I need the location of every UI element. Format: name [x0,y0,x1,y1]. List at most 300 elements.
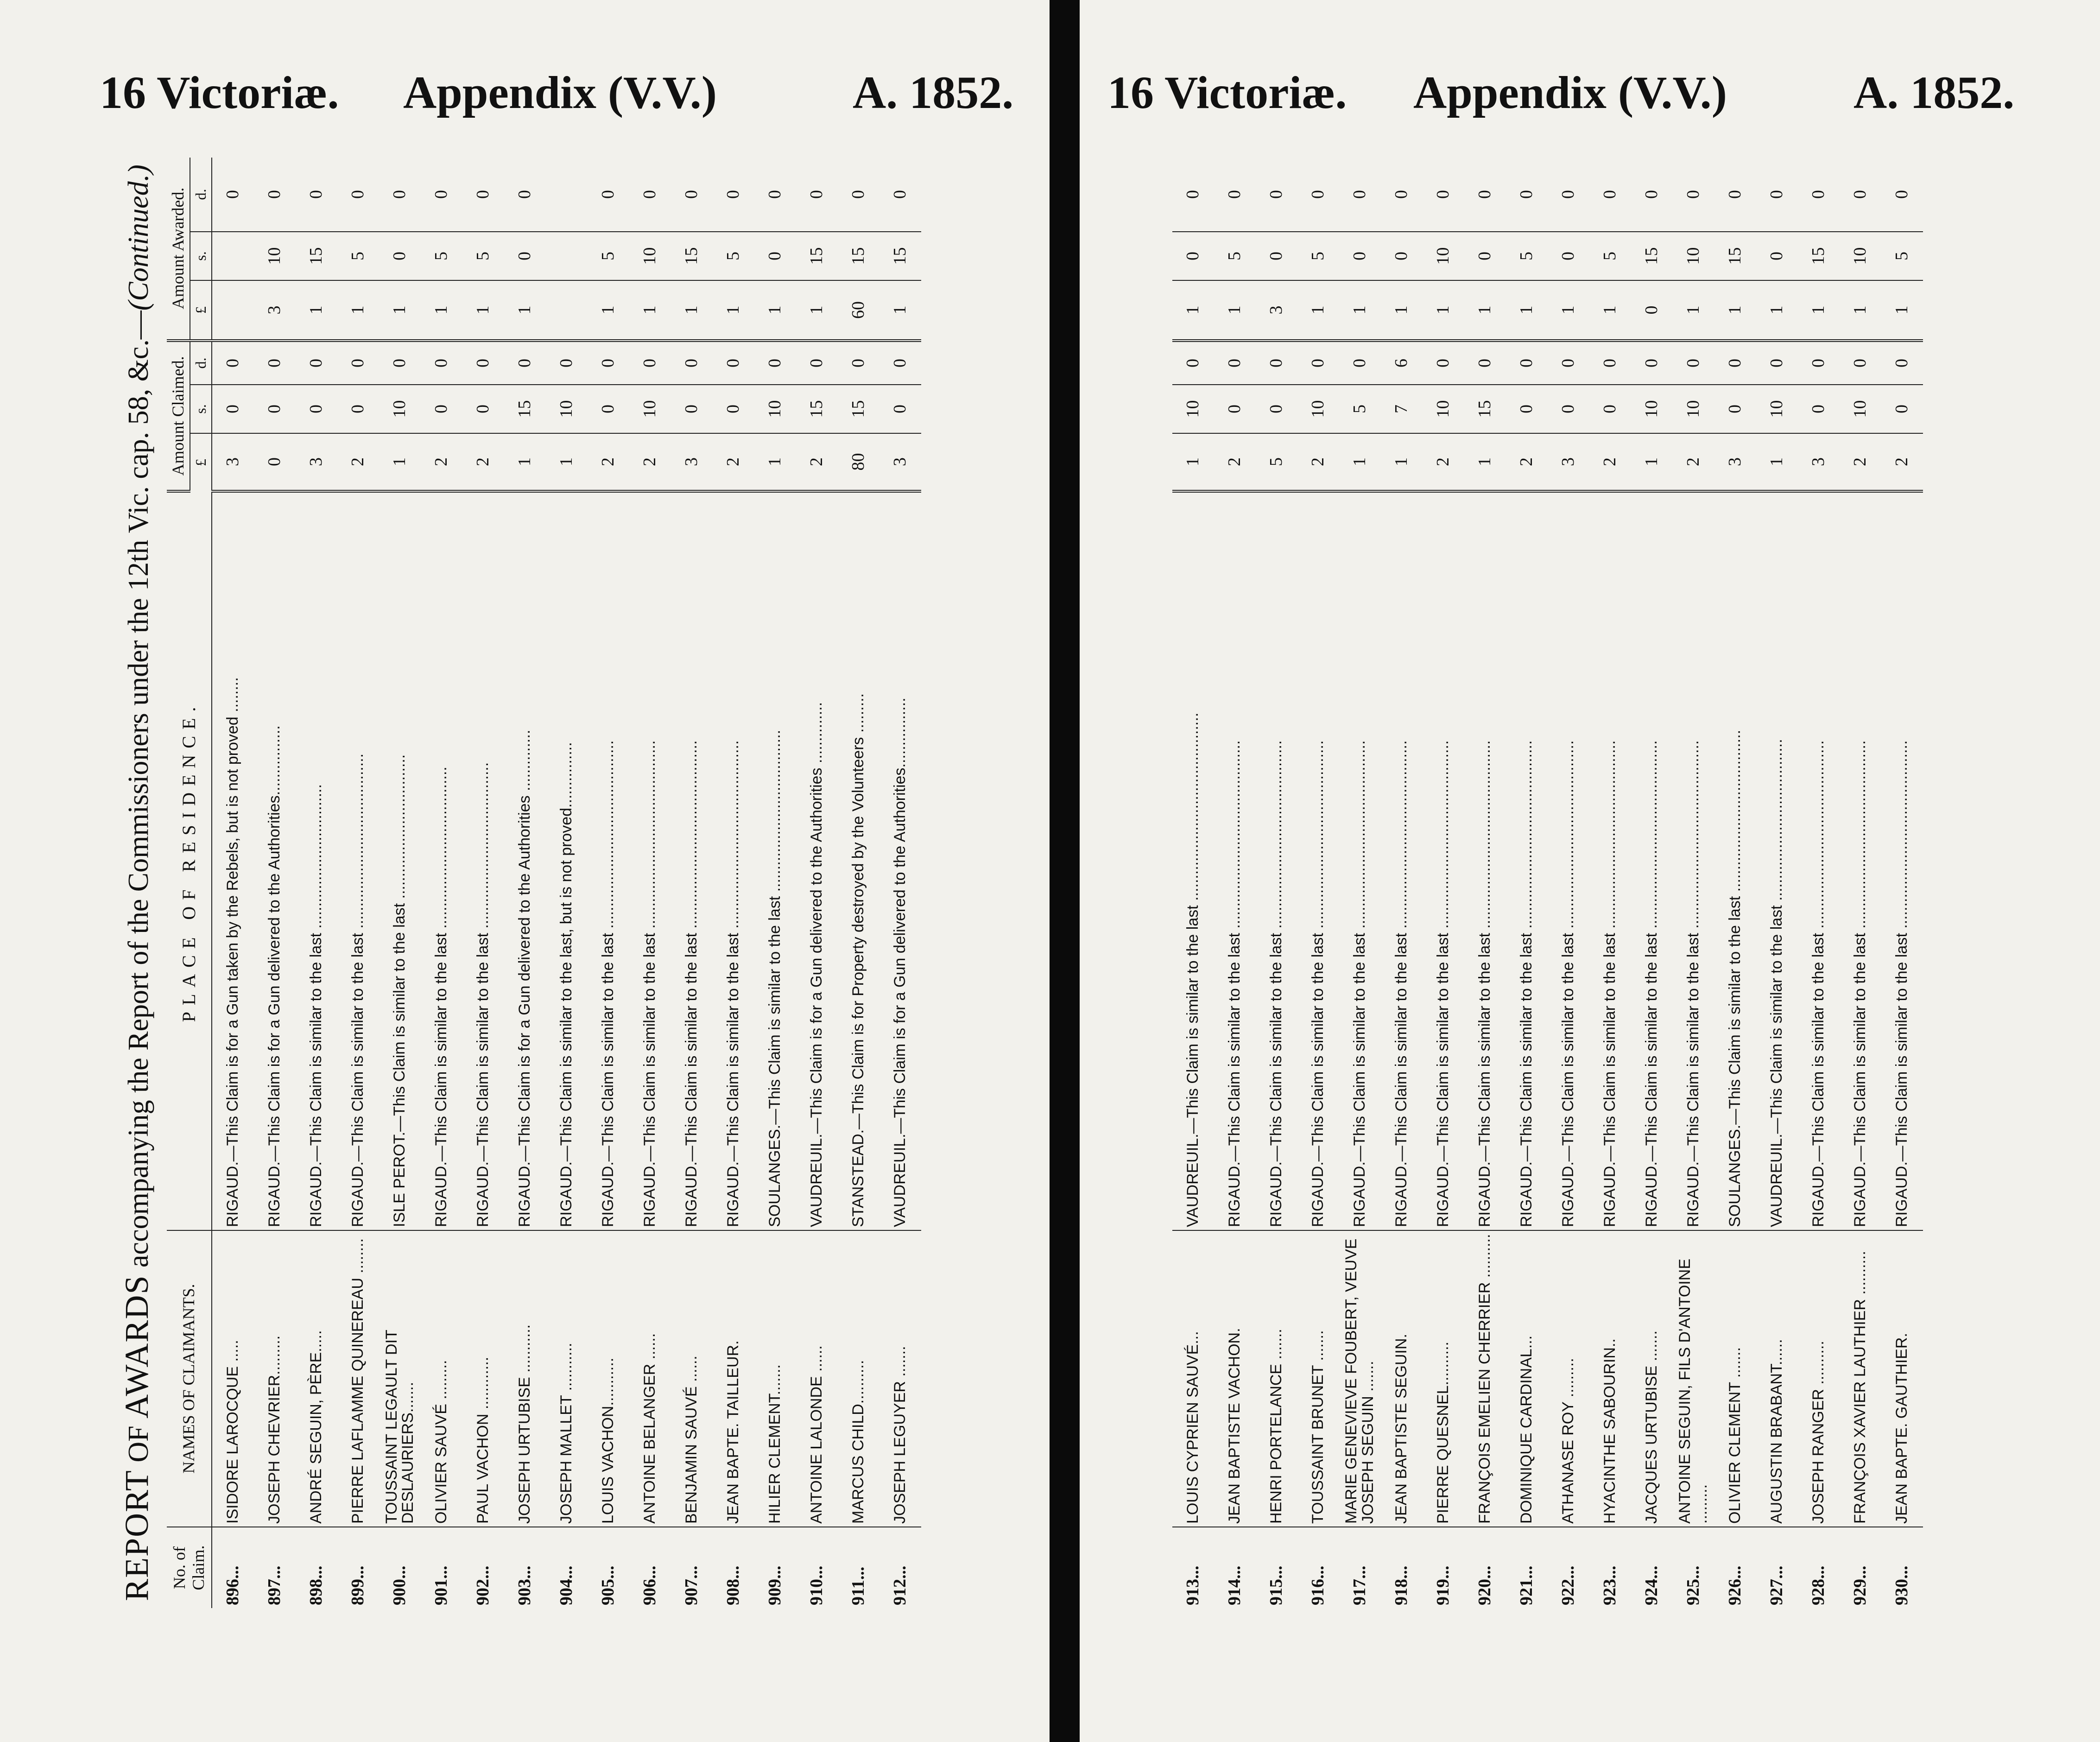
table-row [588,158,629,1608]
awarded-pounds: 1 [1548,280,1589,341]
claim-number: 905... [598,1565,618,1605]
claimed-pounds: 1 [1381,433,1423,491]
claim-number: 916... [1308,1565,1328,1605]
title-awards: AWARDS [118,1274,155,1419]
claim-number: 899... [348,1565,368,1605]
claim-number: 912... [890,1565,910,1605]
claimed-pence: 0 [629,341,671,385]
claimant-name: AUGUSTIN BRABANT...... [1756,1230,1798,1527]
claimed-pence: 0 [337,341,379,385]
awarded-pence: 0 [754,158,796,232]
claimed-shillings-header: s. [190,385,212,433]
awarded-pounds: 1 [1798,280,1840,341]
claimed-shillings: 10 [1297,385,1339,433]
table-row [296,158,337,1608]
table-row [1631,158,1673,1608]
table-row [1214,158,1256,1608]
table-row [838,158,879,1608]
awarded-pence: 0 [1798,158,1840,232]
awarded-pounds: 3 [254,280,296,341]
claimed-pounds: 2 [629,433,671,491]
claimed-pence-header: d. [190,341,212,385]
table-row [254,158,296,1608]
claimed-pence: 0 [1214,341,1256,385]
awarded-pounds: 0 [1631,280,1673,341]
claimed-pence: 0 [462,341,504,385]
awarded-pence: 0 [1631,158,1673,232]
claimed-pence: 0 [1256,341,1297,385]
claimant-name: BENJAMIN SAUVÉ ...... [671,1230,713,1527]
claimed-pence: 0 [671,341,713,385]
claimed-pence: 0 [1631,341,1673,385]
claimant-name: ANTOINE BELANGER ...... [629,1230,671,1527]
awarded-pence: 0 [1214,158,1256,232]
claimed-pence: 0 [1589,341,1631,385]
claim-number: 908... [723,1565,743,1605]
claimed-pounds: 5 [1256,433,1297,491]
claimed-shillings: 0 [1798,385,1840,433]
awarded-pounds: 1 [1297,280,1339,341]
residence-note: RIGAUD.—This Claim is similar to the last ........................................... [713,491,754,1230]
claim-number: 915... [1266,1565,1286,1605]
claimed-pence: 0 [1840,341,1881,385]
left-table-body [212,158,921,1608]
residence-note: RIGAUD.—This Claim is similar to the last ........................................... [1673,491,1714,1230]
claimant-name: JOSEPH LEGUYER ....... [879,1230,921,1527]
awarded-pence: 0 [421,158,462,232]
awarded-pence: 0 [1423,158,1464,232]
awarded-shillings: 0 [1464,232,1506,280]
claimed-shillings: 0 [212,385,254,433]
claimed-pence: 0 [1297,341,1339,385]
awarded-pence: 0 [212,158,254,232]
claim-number: 922... [1558,1565,1578,1605]
residence-note: RIGAUD.—This Claim is similar to the last ........................................... [1464,491,1506,1230]
table-row [337,158,379,1608]
claim-number: 926... [1725,1565,1745,1605]
awarded-pounds: 1 [713,280,754,341]
residence-note: RIGAUD.—This Claim is similar to the last ........................................... [1840,491,1881,1230]
claimant-name: PAUL VACHON ............ [462,1230,504,1527]
right-rotated-content [1117,158,1912,1608]
awarded-pence: 0 [588,158,629,232]
claimed-pence: 0 [379,341,421,385]
residence-note: RIGAUD.—This Claim is for a Gun delivered to the Authorities .............. [504,491,546,1230]
claimant-name: FRANÇOIS EMELIEN CHERRIER .......... [1464,1230,1506,1527]
claimed-shillings: 15 [504,385,546,433]
col-header-claimed: Amount Claimed. [167,341,190,491]
residence-note: RIGAUD.—This Claim is similar to the last ........................................... [1381,491,1423,1230]
table-row [1172,158,1214,1608]
awarded-pence [546,158,588,232]
awarded-pence: 0 [1756,158,1798,232]
claimed-shillings: 5 [1339,385,1381,433]
table-row [1840,158,1881,1608]
table-row [796,158,838,1608]
claimed-pounds: 3 [212,433,254,491]
table-row [212,158,254,1608]
awarded-pounds: 1 [504,280,546,341]
claimed-pence: 0 [838,341,879,385]
claimant-name: JOSEPH CHEVRIER......... [254,1230,296,1527]
awarded-pounds: 1 [1339,280,1381,341]
claimed-pounds: 2 [462,433,504,491]
awarded-pence: 0 [629,158,671,232]
claimed-pounds: 2 [1673,433,1714,491]
claimed-pence: 0 [1464,341,1506,385]
table-row [462,158,504,1608]
awarded-pence: 0 [254,158,296,232]
claimant-name: ANDRÉ SEGUIN, PÈRE..... [296,1230,337,1527]
table-row [1714,158,1756,1608]
claimed-pounds: 2 [1589,433,1631,491]
awarded-pounds: 1 [1589,280,1631,341]
claimed-shillings: 10 [629,385,671,433]
claimed-pounds: 1 [754,433,796,491]
claimed-pounds: 3 [879,433,921,491]
claimed-pounds: 2 [1840,433,1881,491]
claimed-shillings: 0 [296,385,337,433]
claimed-pence: 0 [421,341,462,385]
claimed-shillings: 15 [838,385,879,433]
residence-note: RIGAUD.—This Claim is similar to the last ........................................... [1798,491,1840,1230]
report-title [107,158,167,1608]
awarded-pounds [546,280,588,341]
col-header-no: No. of Claim. [167,1527,212,1608]
awarded-shillings: 0 [1172,232,1214,280]
claimed-pence: 0 [588,341,629,385]
claimed-pounds: 1 [1631,433,1673,491]
claim-number: 896... [223,1565,243,1605]
awarded-shillings: 0 [754,232,796,280]
awarded-shillings: 0 [504,232,546,280]
claimed-shillings: 10 [546,385,588,433]
claim-number: 911... [848,1566,868,1605]
claimant-name: ANTOINE SEGUIN, FILS D'ANTOINE ......... [1673,1230,1714,1527]
claimant-name: HYACINTHE SABOURIN.. [1589,1230,1631,1527]
awarded-pounds: 1 [1506,280,1548,341]
claimed-pence: 6 [1381,341,1423,385]
awarded-pounds-header: £ [190,280,212,341]
claimed-shillings: 0 [421,385,462,433]
table-row [1339,158,1381,1608]
claimant-name: TOUSSAINT BRUNET ....... [1297,1230,1339,1527]
claimed-pounds: 1 [1464,433,1506,491]
table-row [1297,158,1339,1608]
claim-number: 914... [1225,1565,1245,1605]
residence-note: RIGAUD.—This Claim is similar to the last ........................................... [629,491,671,1230]
residence-note: VAUDREUIL.—This Claim is for a Gun delivered to the Authorities................ [879,491,921,1230]
awarded-pence: 0 [296,158,337,232]
claimed-pounds: 1 [504,433,546,491]
claimant-name: LOUIS VACHON........... [588,1230,629,1527]
claimed-pounds: 0 [254,433,296,491]
claim-number: 906... [640,1565,660,1605]
awarded-pounds: 1 [1673,280,1714,341]
claimed-pounds: 2 [1423,433,1464,491]
awarded-pounds: 1 [1756,280,1798,341]
claimant-name: ANTOINE LALONDE ...... [796,1230,838,1527]
claimed-shillings: 10 [379,385,421,433]
awarded-shillings: 5 [337,232,379,280]
claimant-name: JEAN BAPTE. GAUTHIER. [1881,1230,1923,1527]
claimed-shillings: 15 [1464,385,1506,433]
residence-note: RIGAUD.—This Claim is similar to the last ........................................... [1423,491,1464,1230]
claimant-name: OLIVIER CLEMENT ....... [1714,1230,1756,1527]
claim-number: 901... [431,1565,451,1605]
table-row [1756,158,1798,1608]
claim-number: 917... [1350,1565,1370,1605]
awarded-pounds: 1 [337,280,379,341]
awarded-pounds [212,280,254,341]
claimed-shillings: 0 [1214,385,1256,433]
claimed-pounds: 2 [796,433,838,491]
awarded-shillings: 0 [1256,232,1297,280]
claimed-shillings: 0 [337,385,379,433]
awarded-shillings: 0 [1548,232,1589,280]
residence-note: RIGAUD.—This Claim is similar to the last ........................................... [1589,491,1631,1230]
claimed-pounds: 1 [1339,433,1381,491]
awarded-pounds: 1 [421,280,462,341]
claimant-name: FRANÇOIS XAVIER LAUTHIER .......... [1840,1230,1881,1527]
residence-note: RIGAUD.—This Claim is similar to the last ...................................... [462,491,504,1230]
claim-number: 927... [1767,1565,1787,1605]
claimed-pounds: 1 [379,433,421,491]
awarded-pence: 0 [379,158,421,232]
table-row [1464,158,1506,1608]
claimed-pence: 0 [1881,341,1923,385]
claimed-shillings: 0 [1548,385,1589,433]
title-continued: (Continued.) [123,165,154,311]
claimant-name: DOMINIQUE CARDINAL... [1506,1230,1548,1527]
residence-note: RIGAUD.—This Claim is similar to the last ..................................... [421,491,462,1230]
claimed-shillings: 10 [1172,385,1214,433]
title-report: REPORT [118,1470,155,1601]
awarded-shillings: 5 [1297,232,1339,280]
awarded-pence: 0 [671,158,713,232]
claimed-pounds: 3 [1798,433,1840,491]
awarded-pence: 0 [462,158,504,232]
claimed-shillings: 0 [713,385,754,433]
claimed-pounds: 2 [1881,433,1923,491]
awarded-shillings: 15 [296,232,337,280]
claimant-name: MARCUS CHILD.......... [838,1230,879,1527]
claimed-pence: 0 [879,341,921,385]
awarded-pence: 0 [1673,158,1714,232]
awarded-shillings: 15 [838,232,879,280]
awarded-shillings: 5 [588,232,629,280]
claimed-shillings: 10 [1756,385,1798,433]
claimant-name: ISIDORE LAROCQUE ..... [212,1230,254,1527]
awarded-pounds: 1 [796,280,838,341]
awarded-pounds: 1 [629,280,671,341]
awarded-pence: 0 [1881,158,1923,232]
claim-number: 930... [1892,1565,1912,1605]
claimed-shillings: 0 [1881,385,1923,433]
awarded-shillings-header: s. [190,232,212,280]
awarded-pounds: 1 [879,280,921,341]
claim-number: 920... [1475,1565,1495,1605]
residence-note: RIGAUD.—This Claim is similar to the last ........................................... [1881,491,1923,1230]
awarded-shillings: 5 [1214,232,1256,280]
residence-note: VAUDREUIL.—This Claim is for a Gun delivered to the Authorities .............. [796,491,838,1230]
awarded-shillings: 5 [1589,232,1631,280]
awarded-shillings [546,232,588,280]
awarded-pounds: 1 [462,280,504,341]
awarded-pounds: 60 [838,280,879,341]
awarded-shillings: 5 [462,232,504,280]
claimant-name: JACQUES URTUBISE ....... [1631,1230,1673,1527]
awarded-pence: 0 [1381,158,1423,232]
col-header-place: PLACE OF RESIDENCE. [167,491,212,1230]
awarded-pounds: 1 [1881,280,1923,341]
table-row [1673,158,1714,1608]
claim-number: 909... [765,1565,785,1605]
claimant-name: HENRI PORTELANCE ....... [1256,1230,1297,1527]
awarded-pounds: 1 [1840,280,1881,341]
claimed-pounds: 1 [1756,433,1798,491]
claimed-shillings: 10 [1840,385,1881,433]
residence-note: RIGAUD.—This Claim is for a Gun delivered to the Authorities................ [254,491,296,1230]
claimant-name: JOSEPH RANGER .......... [1798,1230,1840,1527]
residence-note: RIGAUD.—This Claim is for a Gun taken by the Rebels, but is not proved ........ [212,491,254,1230]
residence-note: RIGAUD.—This Claim is similar to the last ........................................ [337,491,379,1230]
awarded-shillings: 15 [1714,232,1756,280]
table-row [379,158,421,1608]
claimant-name: JEAN BAPTISTE VACHON. [1214,1230,1256,1527]
awarded-pence: 0 [1548,158,1589,232]
claim-number: 903... [515,1565,535,1605]
awarded-pence: 0 [713,158,754,232]
residence-note: VAUDREUIL.—This Claim is similar to the last ..................................... [1756,491,1798,1230]
residence-note: RIGAUD.—This Claim is similar to the last ........................................... [1256,491,1297,1230]
residence-note: RIGAUD.—This Claim is similar to the last ........................................... [1631,491,1673,1230]
residence-note: VAUDREUIL.—This Claim is similar to the last ........................................... [1172,491,1214,1230]
table-row [1381,158,1423,1608]
claimant-name: PIERRE QUESNEL.......... [1423,1230,1464,1527]
claimed-pence: 0 [504,341,546,385]
awarded-pounds: 1 [1714,280,1756,341]
claim-number: 900... [390,1565,410,1605]
claimant-name: JEAN BAPTISTE SEGUIN. [1381,1230,1423,1527]
claim-number: 902... [473,1565,493,1605]
awards-table-right [1172,158,1923,1608]
awarded-shillings: 0 [379,232,421,280]
binding-gutter [1050,0,1080,1742]
awarded-shillings: 5 [713,232,754,280]
awarded-shillings: 10 [254,232,296,280]
awarded-shillings: 15 [796,232,838,280]
header-appendix: Appendix (V.V.) [403,67,717,118]
claimed-pence: 0 [1714,341,1756,385]
claim-number: 904... [557,1565,576,1605]
awarded-shillings: 5 [421,232,462,280]
claimed-pounds: 3 [1714,433,1756,491]
claimed-pounds: 3 [671,433,713,491]
claimed-pence: 0 [1798,341,1840,385]
residence-note: STANSTEAD.—This Claim is for Property destroyed by the Volunteers ......... [838,491,879,1230]
claimed-shillings: 0 [588,385,629,433]
claimed-pence: 0 [1756,341,1798,385]
claimed-pence: 0 [212,341,254,385]
table-row [1423,158,1464,1608]
awarded-pence: 0 [1297,158,1339,232]
claimant-name: PIERRE LAFLAMME QUINEREAU ........ [337,1230,379,1527]
claimed-pounds: 3 [1548,433,1589,491]
header-session-right: 16 Victoriæ. [1107,67,1347,118]
residence-note: RIGAUD.—This Claim is similar to the last ........................................... [1214,491,1256,1230]
residence-note: ISLE PEROT.—This Claim is similar to the last ................................. [379,491,421,1230]
awarded-pounds: 1 [1381,280,1423,341]
awarded-pounds: 1 [1423,280,1464,341]
awarded-pounds: 1 [754,280,796,341]
claimant-name: JEAN BAPTE. TAILLEUR. [713,1230,754,1527]
right-table-body [1172,158,1923,1608]
left-rotated-content [107,158,910,1608]
title-of: OF [123,1425,154,1463]
claim-number: 924... [1642,1565,1662,1605]
awarded-pence: 0 [838,158,879,232]
awarded-shillings: 5 [1506,232,1548,280]
residence-note: RIGAUD.—This Claim is similar to the last ................................. [296,491,337,1230]
claimed-pounds: 2 [337,433,379,491]
claimant-name: HILIER CLEMENT....... [754,1230,796,1527]
claim-number: 919... [1433,1565,1453,1605]
claimed-shillings: 0 [254,385,296,433]
claim-number: 923... [1600,1565,1620,1605]
claimant-name: ATHANASE ROY ......... [1548,1230,1589,1527]
awarded-pence: 0 [1339,158,1381,232]
awarded-shillings: 0 [1381,232,1423,280]
table-row [546,158,588,1608]
table-row [1798,158,1840,1608]
claimed-shillings: 7 [1381,385,1423,433]
claimed-pounds: 3 [296,433,337,491]
claimed-pounds: 2 [1214,433,1256,491]
awarded-shillings: 15 [1631,232,1673,280]
residence-note: RIGAUD.—This Claim is similar to the last ........................................... [671,491,713,1230]
awarded-pence: 0 [796,158,838,232]
claimed-pounds: 2 [588,433,629,491]
claimant-name: TOUSSAINT LEGAULT DIT DESLAURIERS....... [379,1230,421,1527]
claimant-name: LOUIS CYPRIEN SAUVÉ... [1172,1230,1214,1527]
awarded-shillings: 0 [1756,232,1798,280]
awarded-pounds: 1 [671,280,713,341]
col-header-awarded: Amount Awarded. [167,158,190,341]
awarded-pounds: 1 [1172,280,1214,341]
awarded-pence: 0 [1506,158,1548,232]
claim-number: 898... [306,1565,326,1605]
awarded-shillings [212,232,254,280]
awarded-pounds: 1 [1464,280,1506,341]
claim-number: 929... [1850,1565,1870,1605]
claimed-shillings: 0 [1506,385,1548,433]
claimed-shillings: 0 [671,385,713,433]
claim-number: 921... [1517,1565,1537,1605]
claimed-pence: 0 [713,341,754,385]
claimed-shillings: 0 [462,385,504,433]
claim-number: 910... [807,1565,827,1605]
table-row [1506,158,1548,1608]
awarded-shillings: 5 [1881,232,1923,280]
claim-number: 913... [1183,1565,1203,1605]
claimed-pounds: 2 [1297,433,1339,491]
claimed-pounds: 2 [713,433,754,491]
residence-note: SOULANGES.—This Claim is similar to the last ..................................... [754,491,796,1230]
col-header-names: NAMES OF CLAIMANTS. [167,1230,212,1527]
awarded-pence: 0 [1464,158,1506,232]
table-row [504,158,546,1608]
